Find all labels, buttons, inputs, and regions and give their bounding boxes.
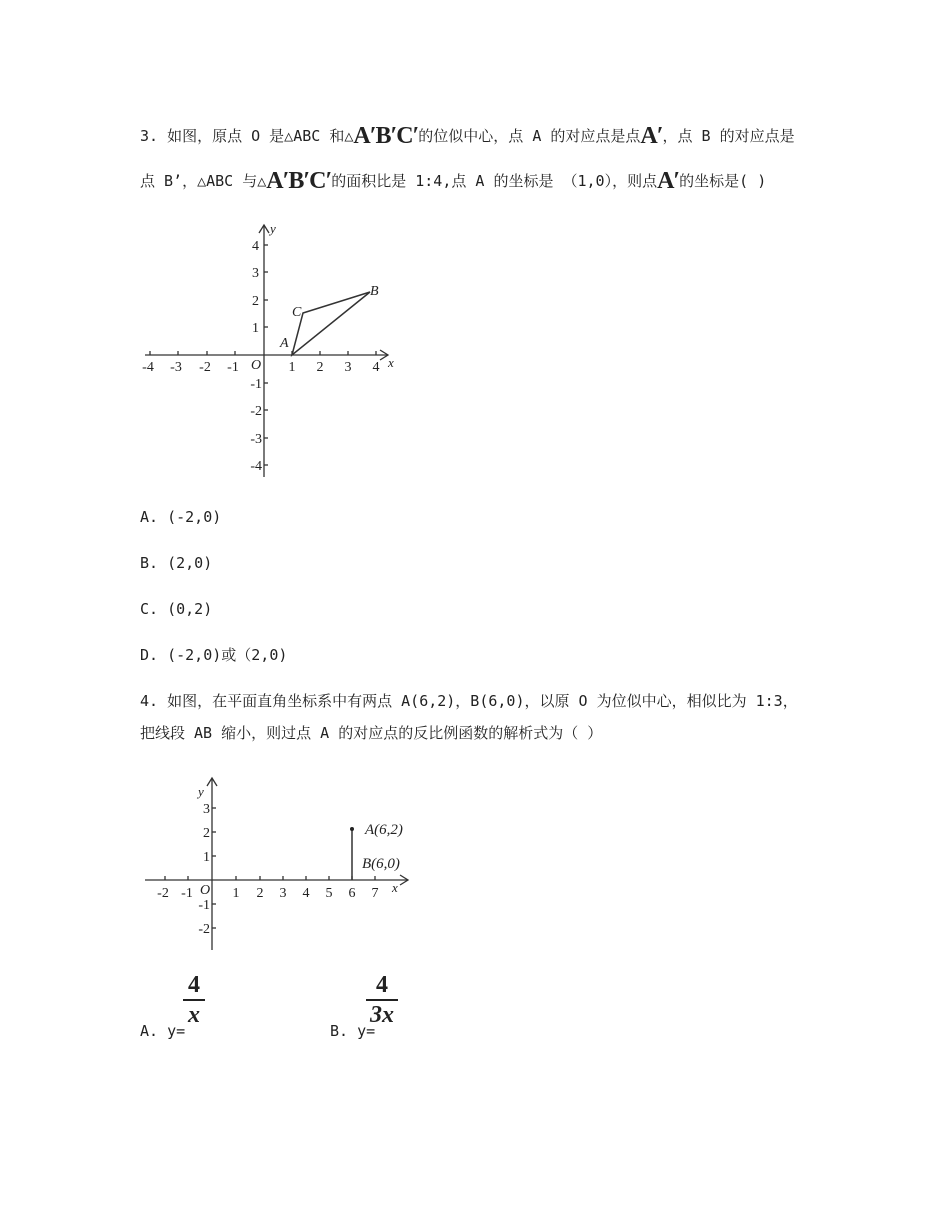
fraction-bar [183, 999, 205, 1001]
question-4-number: 4. [140, 692, 159, 710]
x-tick-label: 3 [279, 886, 287, 901]
y-tick-label: 1 [203, 850, 210, 865]
x-tick-label: 3 [344, 360, 352, 375]
x-tick-label: -1 [181, 886, 193, 901]
fraction-denominator: x [188, 1002, 200, 1028]
x-tick-label: -4 [142, 360, 154, 375]
x-axis-label: x [392, 880, 398, 895]
fraction-denominator: 3x [370, 1002, 394, 1028]
question-3-text-3: ，点 B 的对应点是 [662, 127, 795, 145]
option-b[interactable]: B. (2,0) [140, 554, 213, 572]
question-3-text-4: 点 B’，△ABC 与△ [140, 172, 267, 190]
y-tick-label: -3 [250, 432, 262, 447]
y-tick-label: 1 [252, 321, 259, 336]
y-tick-label: -1 [250, 377, 262, 392]
question-4-line-1 [140, 691, 798, 711]
x-tick-label: 2 [256, 886, 264, 901]
x-tick-label: 7 [371, 886, 379, 901]
question-4-line-2: 把线段 AB 缩小，则过点 A 的对应点的反比例函数的解析式为（ ） [140, 724, 603, 742]
triangle-prime-label-2: A′B′C′ [266, 168, 332, 194]
x-tick-label: 5 [325, 886, 333, 901]
q4-option-a-prefix[interactable]: A. y= [140, 1022, 186, 1040]
question-4-text-1: 如图，在平面直角坐标系中有两点 A(6,2)，B(6,0)，以原 O 为位似中心，相似比为 1:3， [167, 692, 798, 710]
y-tick-label: -1 [198, 898, 210, 913]
q4-option-b-prefix[interactable]: B. y= [330, 1022, 376, 1040]
point-a-prime-label-2: A′ [657, 168, 680, 194]
y-axis-label: y [270, 221, 276, 236]
question-3-text-5: 的面积比是 1:4,点 A 的坐标是 （1,0），则点 [331, 172, 658, 190]
y-tick-label: -2 [198, 922, 210, 937]
question-3-figure [140, 215, 400, 485]
point-c-label: C [292, 305, 302, 320]
y-tick-labels [198, 802, 210, 937]
y-tick-label: 2 [252, 294, 259, 309]
x-tick-label: 2 [316, 360, 324, 375]
y-tick-label: -4 [250, 459, 262, 474]
x-tick-label: 6 [348, 886, 356, 901]
x-tick-label: 4 [302, 886, 310, 901]
point-b-label: B [370, 284, 379, 299]
triangle-prime-label: A′B′C′ [353, 123, 419, 149]
fraction-numerator: 4 [188, 972, 200, 998]
point-b-label: B(6,0) [362, 856, 400, 872]
question-3-line-2 [140, 168, 767, 194]
triangle-abc [292, 292, 370, 355]
fraction-numerator: 4 [376, 972, 388, 998]
x-tick-label: 4 [372, 360, 380, 375]
x-axis-label: x [388, 355, 394, 370]
x-tick-labels [157, 886, 378, 901]
point-a-dot [350, 827, 354, 831]
y-tick-label: 4 [252, 239, 259, 254]
point-a-label: A [280, 336, 289, 351]
x-tick-label: -1 [227, 360, 239, 375]
question-3-text-2: 的位似中心，点 A 的对应点是点 [418, 127, 641, 145]
question-4-figure [140, 770, 420, 955]
x-tick-label: -2 [199, 360, 211, 375]
y-tick-label: 3 [203, 802, 210, 817]
question-3-line-1 [140, 123, 795, 149]
option-d[interactable]: D. (-2,0)或（2,0) [140, 646, 288, 664]
question-3-text-6: 的坐标是( ) [679, 172, 767, 190]
x-tick-label: -3 [170, 360, 182, 375]
x-tick-label: 1 [232, 886, 240, 901]
x-tick-label: -2 [157, 886, 169, 901]
x-tick-label: 1 [288, 360, 296, 375]
option-c[interactable]: C. (0,2) [140, 600, 213, 618]
origin-label: O [251, 358, 262, 373]
question-3-text-1: 如图，原点 O 是△ABC 和△ [167, 127, 354, 145]
point-a-label: A(6,2) [365, 822, 403, 838]
y-tick-label: 2 [203, 826, 210, 841]
origin-label: O [200, 883, 211, 898]
y-axis-label: y [198, 784, 204, 799]
y-tick-labels [250, 239, 262, 474]
q4-option-b-fraction [366, 972, 398, 1028]
q4-option-a-fraction [183, 972, 205, 1028]
point-a-prime-label: A′ [640, 123, 663, 149]
option-a[interactable]: A. (-2,0) [140, 508, 222, 526]
y-tick-label: 3 [252, 266, 259, 281]
question-3-number: 3. [140, 127, 159, 145]
y-tick-label: -2 [250, 404, 262, 419]
fraction-bar [366, 999, 398, 1001]
